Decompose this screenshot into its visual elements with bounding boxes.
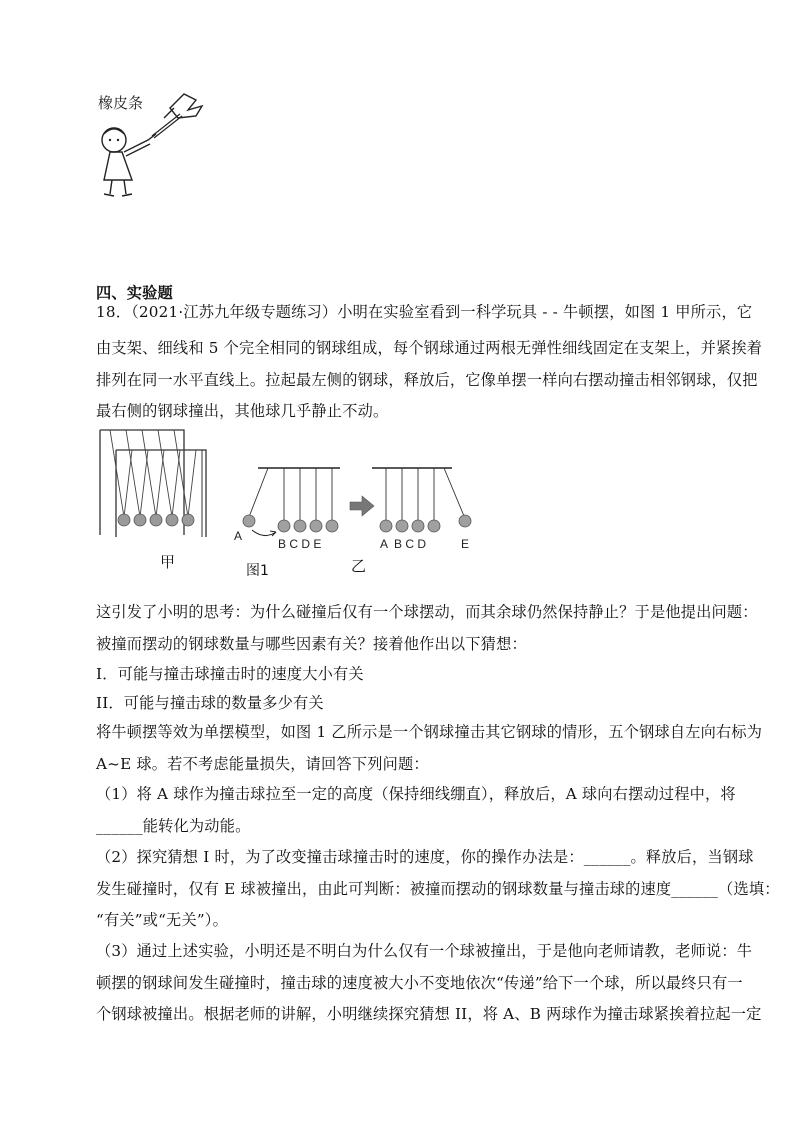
newtons-cradle-illustration [98,425,220,540]
question-intro-line-3: 排列在同一水平直线上。拉起最左侧的钢球，释放后，它像单摆一样向右摆动撞击相邻钢球，仅把 [96,371,758,389]
sub-question-3-line-3: 个钢球被撞出。根据老师的讲解，小明继续探究猜想 II，将 A、B 两球作为撞击球紧挨着拉起一定 [96,1005,762,1023]
label-abcd-right: A B C D [380,537,427,551]
sub-question-2-line-2: 发生碰撞时，仅有 E 球被撞出，由此可判断：被撞而摆动的钢球数量与撞击球的速度______（选填： [96,880,780,898]
caption-figure-1: 图1 [246,563,269,579]
caption-yi: 乙 [351,557,367,575]
girl-with-rubber-band-illustration [92,88,212,208]
caption-jia: 甲 [160,553,176,571]
label-bcde-left: B C D E [278,537,322,551]
sub-question-3-line-2: 顿摆的钢球间发生碰撞时，撞击球的速度被大小不变地依次“传递”给下一个球，所以最终只有一 [96,974,743,992]
sub-question-1-line-1: （1）将 A 球作为撞击球拉至一定的高度（保持细线绷直），释放后，A 球向右摆动过程中，将 [96,785,736,803]
pendulum-model-diagram [230,460,490,560]
rubber-band-label: 橡皮条 [98,95,144,112]
label-e-right: E [461,537,470,551]
sub-question-2-line-1: （2）探究猜想 I 时，为了改变撞击球撞击时的速度，你的操作办法是：______。释放后，当钢球 [96,848,754,866]
newtons-cradle-photo [98,425,220,540]
label-a-left: A [234,529,243,543]
question-intro-line-1: 18．（2021·江苏九年级专题练习）小明在实验室看到一科学玩具 - - 牛顿摆，如图 1 甲所示，它 [96,303,753,321]
sub-question-3-line-1: （3）通过上述实验，小明还是不明白为什么仅有一个球被撞出，于是他向老师请教，老师说：牛 [96,942,753,960]
body-line-1: 这引发了小明的思考：为什么碰撞后仅有一个球摆动，而其余球仍然保持静止？于是他提出问题： [96,603,758,621]
question-intro-line-2: 由支架、细线和 5 个完全相同的钢球组成，每个钢球通过两根无弹性细线固定在支架上，并紧挨着 [96,339,763,357]
rubber-band-figure [92,88,212,208]
guess-1: I．可能与撞击球撞击时的速度大小有关 [96,665,364,683]
body-line-5: 将牛顿摆等效为单摆模型，如图 1 乙所示是一个钢球撞击其它钢球的情形，五个钢球自左向右标为 [96,723,763,741]
question-intro-line-4: 最右侧的钢球撞出，其他球几乎静止不动。 [96,402,389,420]
sub-question-1-line-2: ______能转化为动能。 [96,817,251,835]
guess-2: II．可能与撞击球的数量多少有关 [96,694,324,712]
pendulum-diagram-svg [230,460,490,560]
body-line-2: 被撞而摆动的钢球数量与哪些因素有关？接着他作出以下猜想： [96,635,527,653]
body-line-6: A~E 球。若不考虑能量损失，请回答下列问题： [96,755,429,773]
sub-question-2-line-3: “有关”或“无关”）。 [96,911,228,929]
section-title: 四、实验题 [96,284,173,302]
